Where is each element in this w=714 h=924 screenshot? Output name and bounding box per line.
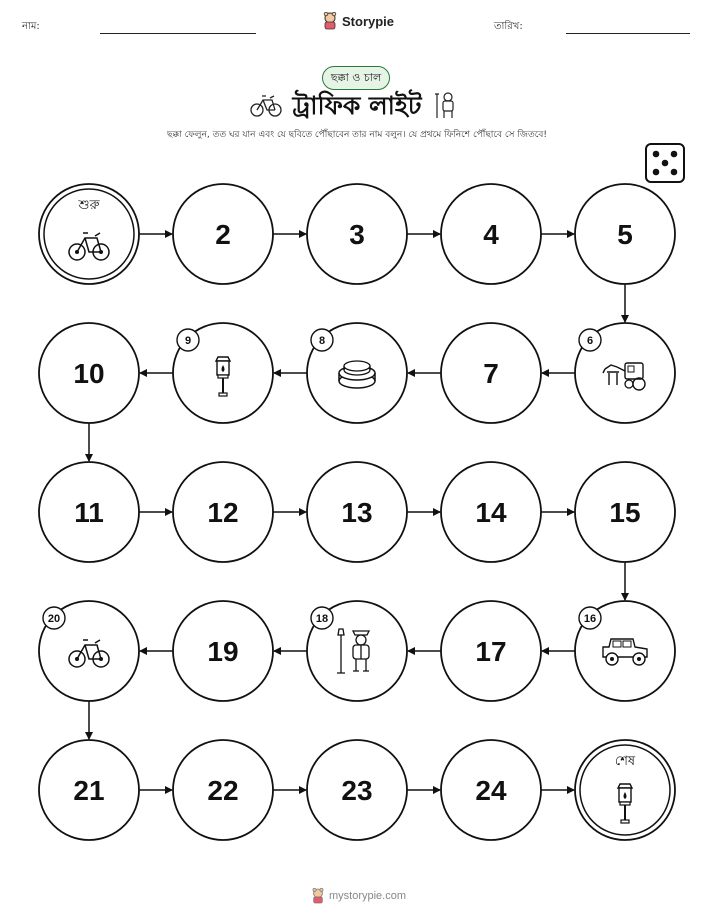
cell-badge-number: 8 <box>318 335 326 347</box>
board-cell-9[interactable] <box>173 323 273 423</box>
cell-number: 23 <box>341 775 373 806</box>
instructions: ছক্কা ফেলুন, তত ঘর যান এবং যে ছবিতে পৌঁছাবেন তার নাম বলুন। যে প্রথমে ফিনিশে পৌঁছাবে সে জিতবে! <box>167 130 547 140</box>
name-label: নাম: <box>22 21 40 32</box>
cell-number: 2 <box>215 219 231 250</box>
board-cell-21[interactable] <box>39 740 139 840</box>
cell-badge-number: 18 <box>315 613 329 625</box>
cell-number: 12 <box>207 497 239 528</box>
cell-number: 15 <box>609 497 641 528</box>
cell-number: 3 <box>349 219 365 250</box>
board-cell-13[interactable] <box>307 462 407 562</box>
board-cell-17[interactable] <box>441 601 541 701</box>
page-title: ট্রাফিক লাইট <box>292 91 422 120</box>
push-button-icon <box>339 361 375 388</box>
cell-number: 24 <box>475 775 507 806</box>
cell-number: 11 <box>74 497 104 528</box>
cell-badge-number: 6 <box>586 335 594 347</box>
game-tag: ছক্কা ও চাল <box>322 66 390 90</box>
cell-number: 7 <box>483 358 499 389</box>
board-cell-24[interactable] <box>441 740 541 840</box>
board-cell-8[interactable] <box>307 323 407 423</box>
board-cell-14[interactable] <box>441 462 541 562</box>
board-cell-15[interactable] <box>575 462 675 562</box>
board-cell-6[interactable] <box>575 323 675 423</box>
end-label: শেষ <box>614 754 636 769</box>
cell-number: 22 <box>207 775 239 806</box>
footer-logo-icon <box>311 888 325 904</box>
board-cell-12[interactable] <box>173 462 273 562</box>
board-cell-1[interactable] <box>39 184 139 284</box>
cell-number: 17 <box>475 636 507 667</box>
board-cell-16[interactable] <box>575 601 675 701</box>
cell-number: 5 <box>617 219 633 250</box>
date-label: তারিখ: <box>494 21 523 32</box>
footer-url[interactable]: mystorypie.com <box>329 890 407 902</box>
cell-number: 19 <box>207 636 239 667</box>
cell-number: 14 <box>475 497 507 528</box>
board-cell-22[interactable] <box>173 740 273 840</box>
board-cell-5[interactable] <box>575 184 675 284</box>
board-cell-23[interactable] <box>307 740 407 840</box>
cell-number: 10 <box>73 358 105 389</box>
board-cell-2[interactable] <box>173 184 273 284</box>
footer <box>311 888 406 904</box>
board-cell-19[interactable] <box>173 601 273 701</box>
cell-badge-number: 16 <box>583 613 597 625</box>
board-cell-20[interactable] <box>39 601 139 701</box>
brand-name: Storypie <box>342 13 395 29</box>
board-cell-25[interactable] <box>575 740 675 840</box>
board-cell-4[interactable] <box>441 184 541 284</box>
board-cell-7[interactable] <box>441 323 541 423</box>
board-cell-3[interactable] <box>307 184 407 284</box>
board-cell-10[interactable] <box>39 323 139 423</box>
cell-number: 21 <box>73 775 105 806</box>
board-cell-18[interactable] <box>307 601 407 701</box>
cell-badge-number: 9 <box>184 335 192 347</box>
board-cells <box>39 184 675 840</box>
start-label: শুরু <box>78 198 100 213</box>
cell-number: 4 <box>483 219 499 250</box>
cell-number: 13 <box>341 497 373 528</box>
cell-badge-number: 20 <box>47 613 61 625</box>
board-cell-11[interactable] <box>39 462 139 562</box>
